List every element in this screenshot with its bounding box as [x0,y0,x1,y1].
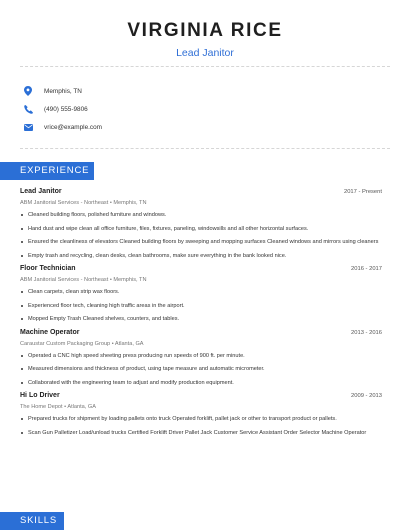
job-title: Machine Operator [20,328,80,336]
job-bullet: Cleaned building floors, polished furniture and windows. [20,211,382,220]
candidate-role: Lead Janitor [176,47,234,59]
job-bullet: Collaborated with the engineering team to adjust and modify production equipment. [20,379,382,388]
location-pin-icon [22,85,34,97]
contact-location-text: Memphis, TN [44,87,82,95]
contact-phone [20,100,390,118]
contact-list [20,82,390,136]
job-bullet: Experienced floor tech, cleaning high traffic areas in the airport. [20,302,382,311]
job-entry [20,392,382,437]
header-divider [20,66,390,67]
contact-email [20,118,390,136]
job-entry [20,265,382,324]
job-employer: ABM Janitorial Services - Northeast • Memphis, TN [20,200,147,206]
job-bullet: Clean carpets, clean strip wax floors. [20,288,382,297]
experience-list [20,188,382,442]
job-title: Hi Lo Driver [20,392,60,399]
job-entry [20,329,382,388]
job-dates: 2016 - 2017 [351,266,382,272]
job-title: Lead Janitor [20,188,62,195]
contact-email-text: vrice@example.com [44,123,102,131]
job-bullet: Operated a CNC high speed sheeting press producing run speeds of 900 ft. per minute. [20,352,382,361]
skills-section-heading: SKILLS [0,512,64,530]
job-bullet: Empty trash and recycling, clean desks, clean bathrooms, make sure everything in the bank looked nice. [20,252,382,261]
job-bullet: Mopped Empty Trash Cleaned shelves, counters, and tables. [20,315,382,324]
phone-icon [22,103,34,115]
job-dates: 2009 - 2013 [351,393,382,399]
job-bullet: Hand dust and wipe clean all office furniture, files, fixtures, paneling, windowsills and all other horizontal surfaces. [20,225,382,234]
experience-section-heading: EXPERIENCE [0,162,94,180]
job-title: Floor Technician [20,265,76,272]
candidate-name: VIRGINIA RICE [127,20,283,41]
envelope-icon [22,121,34,133]
job-dates: 2017 - Present [343,189,382,195]
resume-header [0,20,410,59]
contact-location [20,82,390,100]
job-employer: Caraustar Custom Packaging Group • Atlanta, GA [20,340,144,347]
job-entry [20,188,382,260]
job-dates: 2013 - 2016 [351,329,382,336]
job-bullet: Scan Gun Palletizer Load/unload trucks Certified Forklift Driver Pallet Jack Customer Service Assistant Order Selector Machine Operator [20,429,382,438]
job-employer: ABM Janitorial Services - Northeast • Memphis, TN [20,277,147,283]
job-employer: The Home Depot • Atlanta, GA [20,404,96,410]
job-bullet: Prepared trucks for shipment by loading pallets onto truck Operated forklift, pallet jack or other to transport product or pallets. [20,415,382,424]
contact-phone-text: (490) 555-9806 [44,105,88,113]
job-bullet: Ensured the cleanliness of elevators Cleaned building floors by sweeping and mopping surfaces Cleaned windows and mirrors using cleaners [20,238,382,247]
contact-divider [20,148,390,149]
job-bullet: Measured dimensions and thickness of product, using tape measure and automatic micrometer. [20,365,382,374]
